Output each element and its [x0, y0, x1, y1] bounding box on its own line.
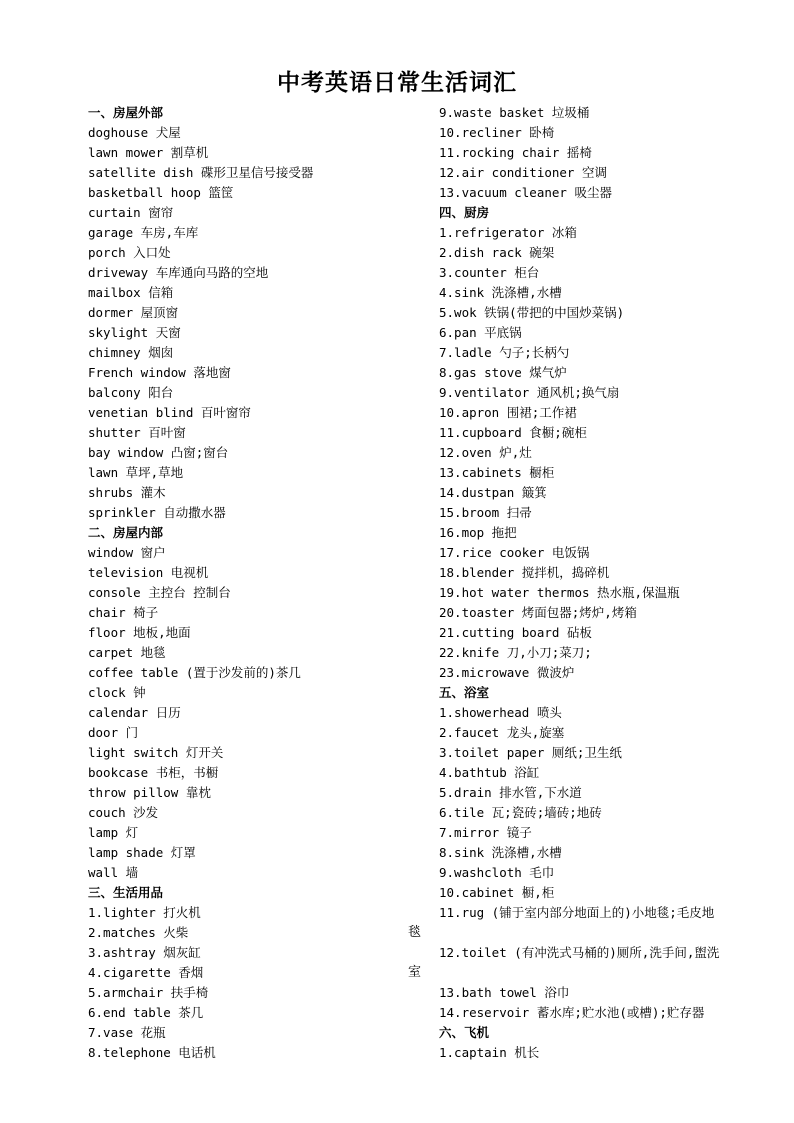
vocab-item: 1.captain 机长: [439, 1045, 540, 1060]
vocab-item: window 窗户: [88, 545, 166, 560]
wrapped-char-toilet: 室: [408, 965, 422, 980]
vocab-item: coffee table (置于沙发前的)茶几: [88, 665, 301, 680]
vocab-item: lawn 草坪,草地: [88, 465, 184, 480]
vocab-item: 7.mirror 镜子: [439, 825, 532, 840]
page-title: 中考英语日常生活词汇: [277, 70, 517, 96]
vocab-item: 20.toaster 烤面包器;烤炉,烤箱: [439, 605, 637, 620]
vocab-item: 5.armchair 扶手椅: [88, 985, 209, 1000]
vocab-item: shutter 百叶窗: [88, 425, 186, 440]
section-heading: 六、飞机: [439, 1025, 490, 1040]
vocab-item: 7.ladle 勺子;长柄勺: [439, 345, 570, 360]
vocab-item: 3.toilet paper 厕纸;卫生纸: [439, 745, 622, 760]
vocab-item: 1.refrigerator 冰箱: [439, 225, 577, 240]
vocab-item: television 电视机: [88, 565, 209, 580]
section-heading: 四、厨房: [439, 205, 490, 220]
vocab-item: porch 入口处: [88, 245, 171, 260]
vocab-item: 5.drain 排水管,下水道: [439, 785, 582, 800]
vocab-item: 18.blender 搅拌机，捣碎机: [439, 565, 610, 580]
vocab-item: 9.ventilator 通风机;换气扇: [439, 385, 620, 400]
vocab-item: doghouse 犬屋: [88, 125, 181, 140]
vocab-item: wall 墙: [88, 865, 139, 880]
vocab-item: 1.showerhead 喷头: [439, 705, 562, 720]
vocab-item: 23.microwave 微波炉: [439, 665, 575, 680]
vocab-item: 16.mop 拖把: [439, 525, 517, 540]
vocab-item: 9.washcloth 毛巾: [439, 865, 555, 880]
vocab-item: 6.end table 茶几: [88, 1005, 204, 1020]
vocab-item: French window 落地窗: [88, 365, 231, 380]
vocab-item: chair 椅子: [88, 605, 159, 620]
vocab-item: 22.knife 刀,小刀;菜刀;: [439, 645, 592, 660]
vocab-item: garage 车房,车库: [88, 225, 199, 240]
vocab-item: [439, 963, 739, 983]
section-heading: 五、浴室: [439, 685, 490, 700]
vocab-item: dormer 屋顶窗: [88, 305, 179, 320]
vocab-item: 3.counter 柜台: [439, 265, 540, 280]
vocab-item: console 主控台 控制台: [88, 585, 231, 600]
vocab-item: 2.dish rack 碗架: [439, 245, 555, 260]
vocab-item: 9.waste basket 垃圾桶: [439, 105, 590, 120]
vocab-item: bay window 凸窗;窗台: [88, 445, 229, 460]
vocab-item: venetian blind 百叶窗帘: [88, 405, 251, 420]
vocab-item: 12.toilet (有冲洗式马桶的)厕所,洗手间,盥洗: [439, 945, 720, 960]
vocab-item: 12.air conditioner 空调: [439, 165, 607, 180]
vocab-item: calendar 日历: [88, 705, 181, 720]
vocab-item: balcony 阳台: [88, 385, 174, 400]
vocab-item: 2.matches 火柴: [88, 925, 189, 940]
vocab-item: lamp 灯: [88, 825, 139, 840]
vocab-item: 4.sink 洗涤槽,水槽: [439, 285, 562, 300]
vocab-item: basketball hoop 篮筐: [88, 185, 234, 200]
vocab-item: 13.vacuum cleaner 吸尘器: [439, 185, 612, 200]
vocab-item: 14.reservoir 蓄水库;贮水池(或槽);贮存器: [439, 1005, 705, 1020]
vocab-item: curtain 窗帘: [88, 205, 174, 220]
vocab-item: 14.dustpan 簸箕: [439, 485, 547, 500]
vocab-item: skylight 天窗: [88, 325, 181, 340]
vocab-item: door 门: [88, 725, 139, 740]
vocab-item: [439, 923, 739, 943]
vocab-item: 13.bath towel 浴巾: [439, 985, 570, 1000]
vocab-item: 17.rice cooker 电饭锅: [439, 545, 590, 560]
wrapped-char-rug: 毯: [408, 925, 422, 940]
vocab-item: 8.telephone 电话机: [88, 1045, 216, 1060]
vocab-item: 11.cupboard 食橱;碗柜: [439, 425, 587, 440]
vocab-item: 10.cabinet 橱,柜: [439, 885, 555, 900]
left-column: [88, 103, 428, 1063]
vocab-item: 6.pan 平底锅: [439, 325, 522, 340]
vocab-item: 8.gas stove 煤气炉: [439, 365, 567, 380]
vocab-item: 11.rocking chair 摇椅: [439, 145, 592, 160]
vocab-item: 4.cigarette 香烟: [88, 965, 204, 980]
vocab-item: 3.ashtray 烟灰缸: [88, 945, 201, 960]
vocab-item: 10.recliner 卧椅: [439, 125, 555, 140]
vocab-item: chimney 烟囱: [88, 345, 174, 360]
section-heading: 三、生活用品: [88, 885, 164, 900]
vocab-item: 6.tile 瓦;瓷砖;墙砖;地砖: [439, 805, 602, 820]
vocab-item: shrubs 灌木: [88, 485, 166, 500]
vocab-item: 19.hot water thermos 热水瓶,保温瓶: [439, 585, 680, 600]
vocab-item: satellite dish 碟形卫星信号接受器: [88, 165, 314, 180]
vocab-item: light switch 灯开关: [88, 745, 224, 760]
vocab-item: 7.vase 花瓶: [88, 1025, 166, 1040]
section-heading: 二、房屋内部: [88, 525, 164, 540]
vocab-item: 2.faucet 龙头,旋塞: [439, 725, 565, 740]
section-heading: 一、房屋外部: [88, 105, 164, 120]
vocab-item: carpet 地毯: [88, 645, 166, 660]
vocab-item: lawn mower 割草机: [88, 145, 209, 160]
vocab-item: couch 沙发: [88, 805, 159, 820]
vocab-item: 12.oven 炉,灶: [439, 445, 532, 460]
vocab-item: 5.wok 铁锅(带把的中国炒菜锅): [439, 305, 625, 320]
vocab-item: 13.cabinets 橱柜: [439, 465, 555, 480]
vocab-item: bookcase 书柜，书橱: [88, 765, 219, 780]
vocab-item: 8.sink 洗涤槽,水槽: [439, 845, 562, 860]
vocab-item: 21.cutting board 砧板: [439, 625, 592, 640]
vocab-item: driveway 车库通向马路的空地: [88, 265, 269, 280]
vocab-item: clock 钟: [88, 685, 146, 700]
vocab-item: floor 地板,地面: [88, 625, 191, 640]
vocab-item: mailbox 信箱: [88, 285, 174, 300]
vocab-item: lamp shade 灯罩: [88, 845, 196, 860]
right-column: [439, 103, 739, 1063]
vocab-item: sprinkler 自动撒水器: [88, 505, 226, 520]
vocab-item: 11.rug (铺于室内部分地面上的)小地毯;毛皮地: [439, 905, 715, 920]
vocab-item: 15.broom 扫帚: [439, 505, 532, 520]
vocab-item: throw pillow 靠枕: [88, 785, 211, 800]
vocab-item: 1.lighter 打火机: [88, 905, 201, 920]
vocab-item: 4.bathtub 浴缸: [439, 765, 540, 780]
vocab-item: 10.apron 围裙;工作裙: [439, 405, 577, 420]
